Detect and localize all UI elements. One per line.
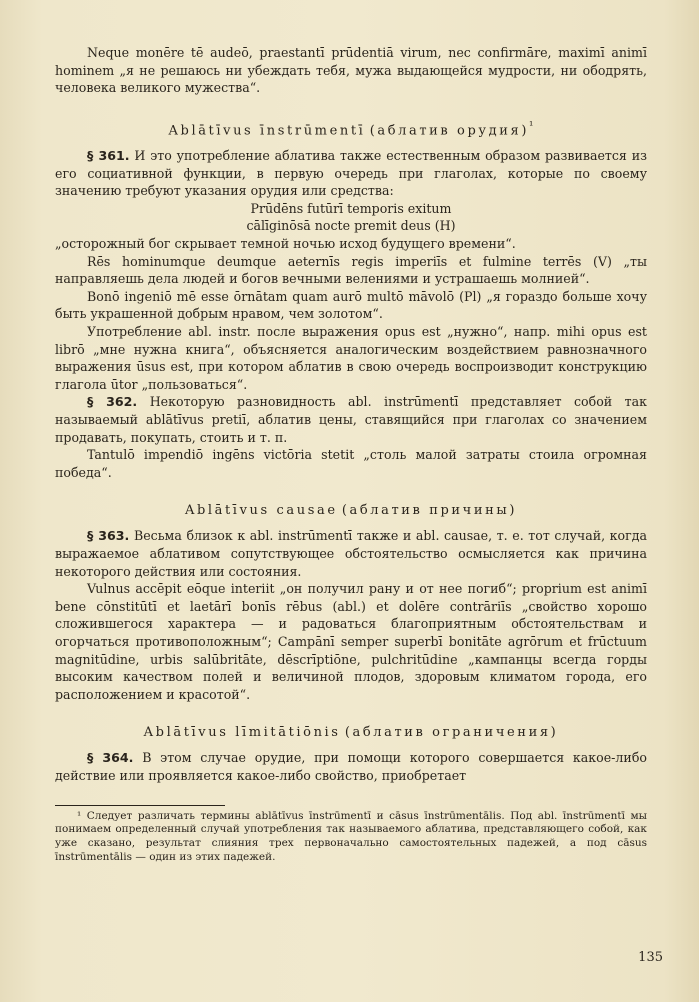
heading-latin: Ablātīvus īnstrūmentī xyxy=(168,123,366,139)
section-361 xyxy=(55,147,647,200)
heading-ablativus-limitationis xyxy=(55,725,647,740)
footnote: ¹ Следует различать термины ablātīvus īnstrūmentī и cāsus īnstrūmentālis. Под abl. īnstrūmentī мы понимаем определенный случай употребления так называемого аблатива, представляющего собой, как уже сказано, результат слияния трех первоначально самостоятельных падежей, а под cāsus īnstrūmentālis — один из этих падежей. xyxy=(55,809,647,863)
section-text: В этом случае орудие, при помощи которого совершается какое-либо действие или проявляется какое-либо свойство, приобретает xyxy=(55,750,647,783)
verse-translation: „осторожный бог скрывает темной ночью исход будущего времени“. xyxy=(55,236,516,252)
heading-russian: (аблатив ограничения) xyxy=(344,725,559,741)
example-paragraph: Tantulō impendiō ingēns victōria stetit „столь малой затраты стоила огромная победа“. xyxy=(55,447,647,480)
section-text: И это употребление аблатива также естественным образом развивается из его социативной функции, в первую очередь при глаголах, которые по своему значению требуют указания орудия или средства: xyxy=(55,148,647,199)
verse-line-2: cālīginōsā nocte premit deus (H) xyxy=(246,218,456,234)
heading-ablativus-instrumenti xyxy=(55,119,647,138)
example-paragraph: Употребление abl. instr. после выражения opus est „нужно“, напр. mihi opus est librō „мне нужна книга“, объясняется аналогическим воздействием равнозначного выражения ūsus est, при котором аблатив в свою очередь воспроизводит конструкцию глагола ūtor „пользоваться“. xyxy=(55,324,647,392)
example-paragraph: Rēs hominumque deumque aeternīs regis imperiīs et fulmine terrēs (V) „ты направляешь дела людей и богов вечными велениями и устрашаешь молнией“. xyxy=(55,253,647,287)
verse-line-1: Prūdēns futūrī temporis exitum xyxy=(250,200,452,216)
section-363 xyxy=(55,527,647,580)
section-number: § 362. xyxy=(87,394,138,410)
heading-latin: Ablātīvus līmitātiōnis xyxy=(143,725,341,741)
section-364 xyxy=(55,749,647,784)
example-paragraph: Vulnus accēpit eōque interiit „он получил рану и от нее погиб“; proprium est animī bene cōnstitūtī et laetārī bonīs rēbus (abl.) et dolēre contrāriīs „свойство хорошо сложившегося характера — и радоваться благоприятным обстоятельствам и огорчаться противоположным“; Campānī semper superbī bonitāte agrōrum et frūctuum magnitūdine, urbis salūbritāte, dēscrīptiōne, pulchritūdine „кампанцы всегда горды высоким качеством полей и величиной плодов, здоровым климатом города, его расположением и красотой“. xyxy=(55,581,647,702)
section-number: § 364. xyxy=(87,750,134,766)
heading-russian: (аблатив причины) xyxy=(341,503,518,519)
heading-ablativus-causae xyxy=(55,503,647,518)
example-paragraph: Bonō ingeniō mē esse ōrnātam quam aurō multō māvolō (Pl) „я гораздо больше хочу быть украшенной добрым нравом, чем золотом“. xyxy=(55,288,647,322)
section-362 xyxy=(55,393,647,446)
footnote-divider xyxy=(55,805,225,806)
heading-russian: (аблатив орудия) xyxy=(369,123,529,139)
heading-latin: Ablātīvus causae xyxy=(184,503,338,519)
section-number: § 361. xyxy=(87,148,130,164)
footnote-marker: ¹ xyxy=(529,118,534,132)
section-text: Некоторую разновидность abl. instrūmentī представляет собой так называемый ablātīvus pretiī, аблатив цены, ставящийся при глаголах со значением продавать, покупать, стоить и т. п. xyxy=(55,394,647,445)
section-text: Весьма близок к abl. instrūmentī также и abl. causae, т. е. тот случай, когда выражаемое аблативом сопутствующее обстоятельство осмысляется как причина некоторого действия или состояния. xyxy=(55,528,647,579)
page-number: 135 xyxy=(638,950,663,965)
intro-paragraph: Neque monēre tē audeō, praestantī prūdentiā virum, nec confirmāre, maximī animī hominem „я не решаюсь ни убеждать тебя, мужа выдающейся мудрости, ни ободрять, человека великого мужества“. xyxy=(55,45,647,96)
section-number: § 363. xyxy=(87,528,130,544)
